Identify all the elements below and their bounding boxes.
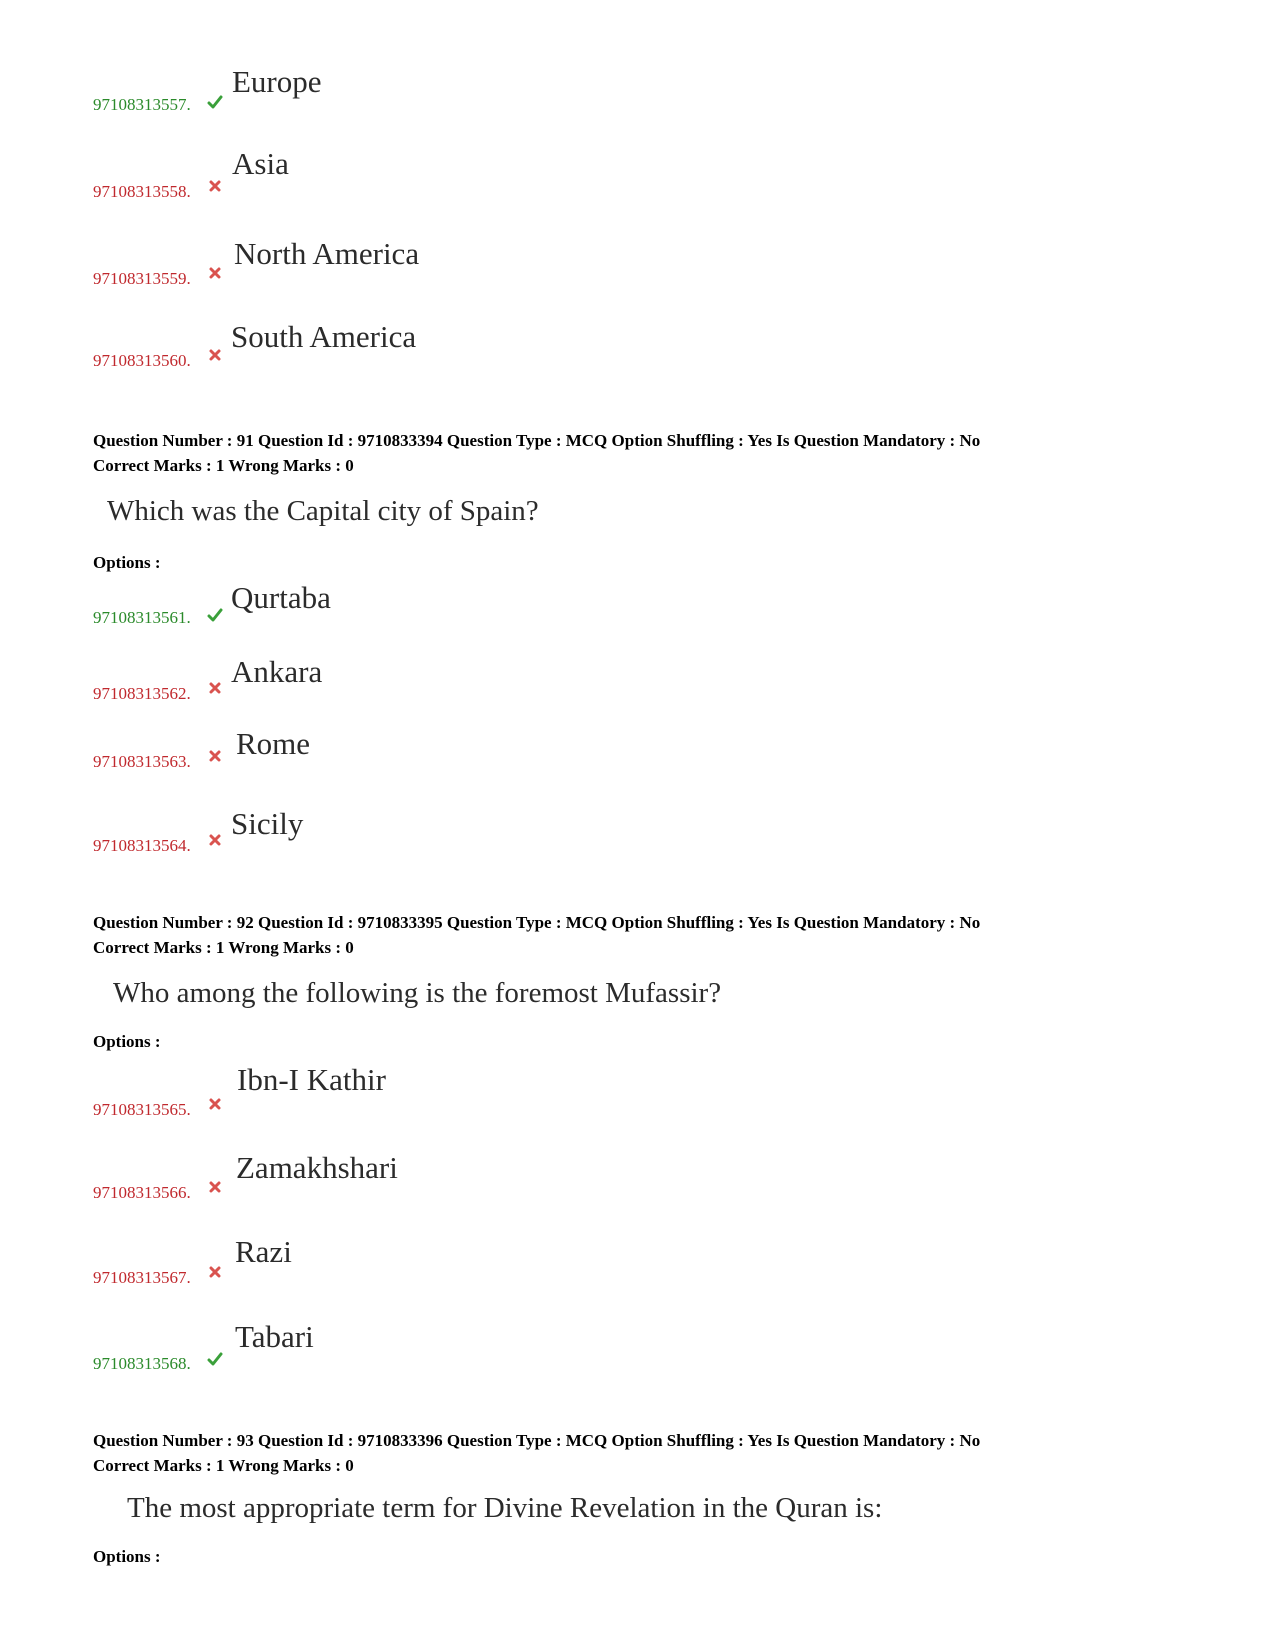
option-text: Asia bbox=[232, 146, 289, 181]
question-text: Who among the following is the foremost Mufassir? bbox=[113, 977, 722, 1009]
question-header: Question Number : 92 Question Id : 9710833395 Question Type : MCQ Option Shuffling : Yes Is Question Mandatory : No bbox=[93, 913, 981, 932]
option-id: 97108313562. bbox=[93, 684, 191, 703]
cross-icon bbox=[207, 832, 223, 848]
cross-icon bbox=[207, 1179, 223, 1195]
option-text: Razi bbox=[235, 1234, 292, 1269]
option-text: North America bbox=[234, 236, 420, 271]
option-text: Ibn-I Kathir bbox=[237, 1062, 386, 1097]
option-text: Zamakhshari bbox=[236, 1150, 398, 1185]
cross-icon bbox=[207, 178, 223, 194]
option-id: 97108313561. bbox=[93, 608, 191, 627]
cross-icon bbox=[207, 1096, 223, 1112]
question-marks: Correct Marks : 1 Wrong Marks : 0 bbox=[93, 1456, 354, 1475]
question-marks: Correct Marks : 1 Wrong Marks : 0 bbox=[93, 456, 354, 475]
check-icon bbox=[207, 1351, 223, 1367]
option-text: Rome bbox=[236, 726, 311, 761]
question-header: Question Number : 93 Question Id : 9710833396 Question Type : MCQ Option Shuffling : Yes Is Question Mandatory : No bbox=[93, 1431, 981, 1450]
cross-icon bbox=[207, 748, 223, 764]
option-text: Tabari bbox=[235, 1319, 314, 1354]
check-icon bbox=[207, 607, 223, 623]
options-label: Options : bbox=[93, 553, 161, 572]
options-label: Options : bbox=[93, 1547, 161, 1566]
question-text: The most appropriate term for Divine Revelation in the Quran is: bbox=[127, 1492, 883, 1524]
option-text: Ankara bbox=[231, 654, 323, 689]
option-id: 97108313557. bbox=[93, 95, 191, 114]
option-id: 97108313559. bbox=[93, 269, 191, 288]
cross-icon bbox=[207, 347, 223, 363]
option-text: Sicily bbox=[231, 806, 304, 841]
option-id: 97108313560. bbox=[93, 351, 191, 370]
option-id: 97108313567. bbox=[93, 1268, 191, 1287]
option-text: Qurtaba bbox=[231, 580, 331, 615]
option-id: 97108313566. bbox=[93, 1183, 191, 1202]
cross-icon bbox=[207, 265, 223, 281]
option-id: 97108313568. bbox=[93, 1354, 191, 1373]
cross-icon bbox=[207, 680, 223, 696]
question-header: Question Number : 91 Question Id : 9710833394 Question Type : MCQ Option Shuffling : Yes Is Question Mandatory : No bbox=[93, 431, 981, 450]
option-id: 97108313558. bbox=[93, 182, 191, 201]
option-id: 97108313564. bbox=[93, 836, 191, 855]
option-id: 97108313565. bbox=[93, 1100, 191, 1119]
question-marks: Correct Marks : 1 Wrong Marks : 0 bbox=[93, 938, 354, 957]
option-id: 97108313563. bbox=[93, 752, 191, 771]
question-text: Which was the Capital city of Spain? bbox=[107, 495, 539, 527]
option-text: South America bbox=[231, 319, 417, 354]
check-icon bbox=[207, 94, 223, 110]
cross-icon bbox=[207, 1264, 223, 1280]
option-text: Europe bbox=[232, 64, 322, 99]
options-label: Options : bbox=[93, 1032, 161, 1051]
